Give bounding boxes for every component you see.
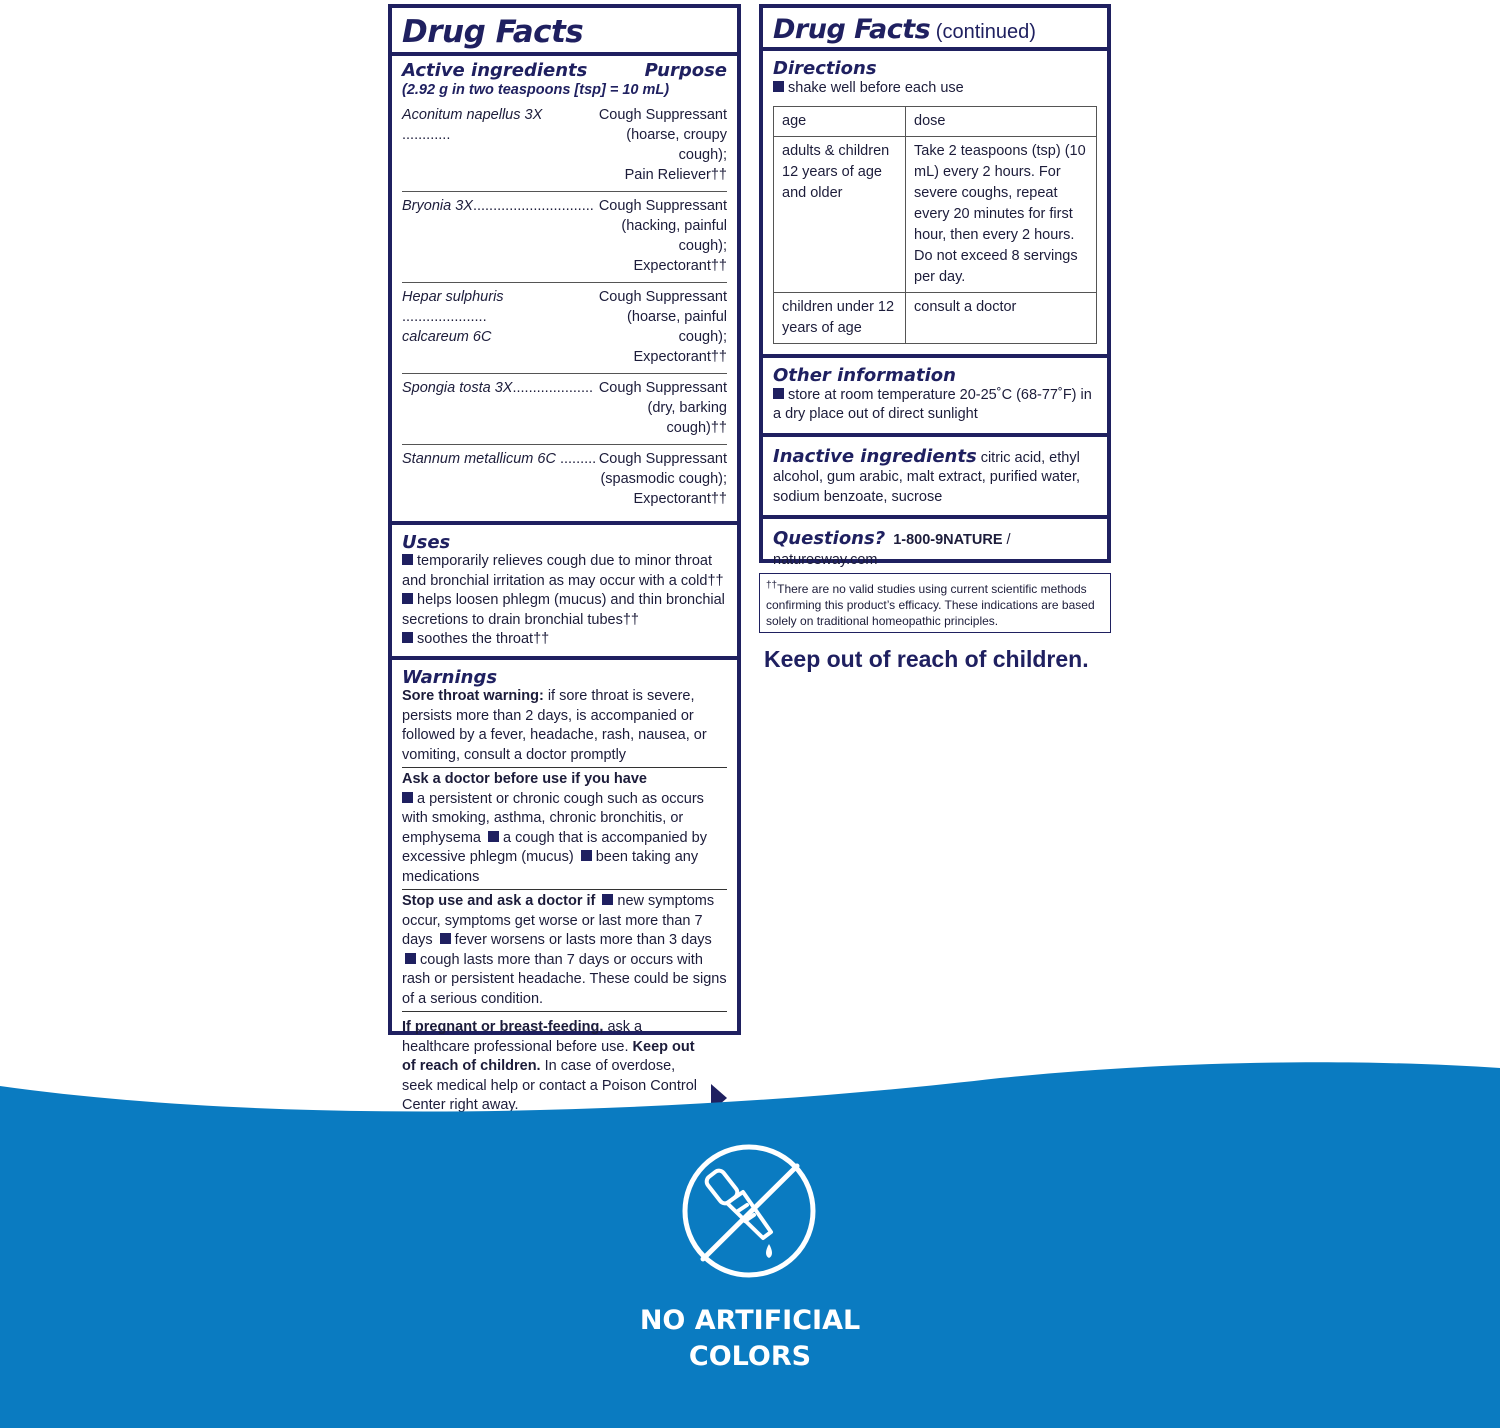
ingredient-row bbox=[402, 192, 727, 283]
stop-item: cough lasts more than 7 days or occurs with rash or persistent headache. These could be signs of a serious condition. bbox=[402, 951, 727, 1007]
pregnant-label: If pregnant or breast-feeding, bbox=[402, 1019, 604, 1035]
ingredient-purpose: Cough Suppressant bbox=[598, 106, 727, 123]
footnote-box bbox=[759, 573, 1111, 633]
ingredient-name: Bryonia 3X bbox=[402, 197, 473, 214]
ingredient-name-cont: calcareum 6C bbox=[402, 328, 492, 345]
continued-label: (continued) bbox=[930, 21, 1036, 43]
drug-facts-title-continued: Drug Facts bbox=[773, 14, 931, 45]
ingredient-purpose: (hacking, painful cough); bbox=[621, 217, 727, 254]
dose-cell: consult a doctor bbox=[906, 293, 1097, 344]
ingredient-purpose: Cough Suppressant bbox=[598, 379, 727, 396]
ask-item: a persistent or chronic cough such as occurs with smoking, asthma, chronic bronchitis, or emphysema bbox=[402, 790, 704, 846]
drug-facts-continued-header bbox=[763, 8, 1107, 51]
ask-item: been taking any medications bbox=[402, 849, 699, 885]
bullet-square-icon bbox=[440, 933, 451, 944]
ingredient-name: Spongia tosta 3X bbox=[402, 379, 513, 396]
uses-heading: Uses bbox=[402, 531, 451, 553]
drug-facts-panel-right bbox=[759, 4, 1111, 568]
bullet-square-icon bbox=[405, 953, 416, 964]
ingredient-dots: ......... bbox=[555, 450, 597, 467]
ingredient-purpose: Expectorant†† bbox=[633, 257, 727, 274]
overdose-text: In case of overdose, seek medical help or contact a Poison Control Center right away. bbox=[402, 1058, 697, 1113]
sore-throat-text: if sore throat is severe, persists more than 2 days, is accompanied or followed by a fever, headache, rash, nausea, or vomiting, consult a doctor promptly bbox=[402, 688, 707, 763]
footnote-text: There are no valid studies using current scientific methods confirming this product’s efficacy. These indications are based solely on traditional homeopathic principles. bbox=[766, 582, 1095, 628]
website-link[interactable]: naturesway.com bbox=[773, 551, 878, 568]
bullet-square-icon bbox=[602, 894, 613, 905]
badge-line-2: COLORS bbox=[688, 1341, 812, 1372]
table-row bbox=[774, 293, 1097, 344]
stop-item: new symptoms occur, symptoms get worse or last more than 7 days bbox=[402, 893, 715, 948]
ingredient-purpose: Expectorant†† bbox=[633, 490, 727, 507]
table-header-dose: dose bbox=[906, 107, 1097, 137]
directions-section bbox=[763, 51, 1107, 358]
other-information-text: store at room temperature 20-25˚C (68-77˚F) in a dry place out of direct sunlight bbox=[773, 386, 1092, 422]
bullet-square-icon bbox=[402, 593, 413, 604]
shake-text: shake well before each use bbox=[788, 79, 964, 96]
active-ingredients-heading: Active ingredients bbox=[402, 60, 588, 81]
other-information-section bbox=[763, 358, 1107, 437]
ingredient-row bbox=[402, 374, 727, 445]
ingredient-name: Hepar sulphuris bbox=[402, 288, 504, 305]
badge-line-1: NO ARTIFICIAL bbox=[639, 1305, 861, 1336]
ingredient-purpose: Cough Suppressant bbox=[598, 288, 727, 305]
directions-heading: Directions bbox=[773, 58, 877, 79]
ingredient-row bbox=[402, 445, 727, 515]
stop-item: fever worsens or lasts more than 3 days bbox=[454, 932, 712, 948]
questions-heading: Questions? bbox=[773, 528, 886, 549]
ingredient-dots: ............ bbox=[402, 126, 451, 143]
ingredient-purpose: (dry, barking cough)†† bbox=[647, 399, 727, 436]
ingredient-dots: .............................. bbox=[472, 197, 594, 214]
ingredient-purpose: Pain Reliever†† bbox=[624, 166, 727, 183]
ingredient-row bbox=[402, 101, 727, 192]
no-dropper-icon bbox=[679, 1141, 819, 1281]
purpose-heading: Purpose bbox=[644, 60, 727, 81]
drug-facts-title: Drug Facts bbox=[402, 14, 584, 50]
bullet-square-icon bbox=[402, 554, 413, 565]
bullet-square-icon bbox=[773, 81, 784, 92]
keep-out-label: Keep out of reach of children. bbox=[402, 1038, 695, 1074]
dose-note: (2.92 g in two teaspoons [tsp] = 10 mL) bbox=[402, 82, 670, 98]
ingredient-name: Aconitum napellus 3X bbox=[402, 106, 543, 123]
bullet-square-icon bbox=[773, 388, 784, 399]
bullet-square-icon bbox=[402, 792, 413, 803]
age-cell: adults & children 12 years of age and older bbox=[774, 137, 906, 293]
active-ingredients-section bbox=[392, 56, 737, 525]
table-row bbox=[774, 137, 1097, 293]
use-item: temporarily relieves cough due to minor throat and bronchial irritation as may occur with a cold†† bbox=[402, 553, 724, 589]
badge-label bbox=[600, 1303, 900, 1375]
sore-throat-label: Sore throat warning: bbox=[402, 688, 544, 704]
uses-section bbox=[392, 525, 737, 660]
warnings-section bbox=[392, 660, 737, 1122]
bullet-square-icon bbox=[402, 632, 413, 643]
ingredient-purpose: (hoarse, croupy cough); bbox=[626, 126, 727, 163]
ask-doctor-heading: Ask a doctor before use if you have bbox=[402, 771, 647, 787]
other-information-heading: Other information bbox=[773, 365, 956, 386]
drug-facts-panel-left bbox=[388, 4, 741, 1113]
table-header-age: age bbox=[774, 107, 906, 137]
ingredient-purpose: (spasmodic cough); bbox=[600, 470, 727, 487]
table-row bbox=[774, 107, 1097, 137]
ingredient-purpose: Cough Suppressant bbox=[598, 197, 727, 214]
footnote-mark: †† bbox=[766, 580, 778, 591]
drug-facts-header bbox=[392, 8, 737, 56]
ingredient-name: Stannum metallicum 6C bbox=[402, 450, 556, 467]
separator: / bbox=[1002, 532, 1011, 548]
use-item: helps loosen phlegm (mucus) and thin bronchial secretions to drain bronchial tubes†† bbox=[402, 592, 725, 628]
ingredient-dots: ..................... bbox=[402, 308, 487, 325]
phone-number[interactable]: 1-800-9NATURE bbox=[893, 532, 1003, 548]
dosage-table bbox=[773, 106, 1097, 344]
ask-item: a cough that is accompanied by excessive phlegm (mucus) bbox=[402, 829, 707, 865]
stop-use-heading: Stop use and ask a doctor if bbox=[402, 893, 596, 909]
pregnant-text: ask a healthcare professional before use. bbox=[402, 1019, 643, 1055]
inactive-ingredients-text: citric acid, ethyl alcohol, gum arabic, malt extract, purified water, sodium benzoate, sucrose bbox=[773, 449, 1081, 505]
age-cell: children under 12 years of age bbox=[774, 293, 906, 344]
questions-section bbox=[763, 519, 1107, 576]
ingredient-purpose: Cough Suppressant bbox=[598, 450, 727, 467]
inactive-ingredients-section bbox=[763, 437, 1107, 520]
keep-out-of-reach-text: Keep out of reach of children. bbox=[764, 646, 1089, 672]
inactive-ingredients-heading: Inactive ingredients bbox=[773, 445, 977, 467]
ingredient-dots: .................... bbox=[512, 379, 594, 396]
bullet-square-icon bbox=[488, 831, 499, 842]
bullet-square-icon bbox=[581, 850, 592, 861]
ingredient-purpose: (hoarse, painful cough); bbox=[627, 308, 727, 345]
ingredient-row bbox=[402, 283, 727, 374]
warnings-heading: Warnings bbox=[402, 666, 498, 688]
use-item: soothes the throat†† bbox=[417, 631, 550, 647]
ingredient-purpose: Expectorant†† bbox=[633, 348, 727, 365]
dose-cell: Take 2 teaspoons (tsp) (10 mL) every 2 hours. For severe coughs, repeat every 20 minutes for first hour, then every 2 hours. Do not exceed 8 servings per day. bbox=[906, 137, 1097, 293]
